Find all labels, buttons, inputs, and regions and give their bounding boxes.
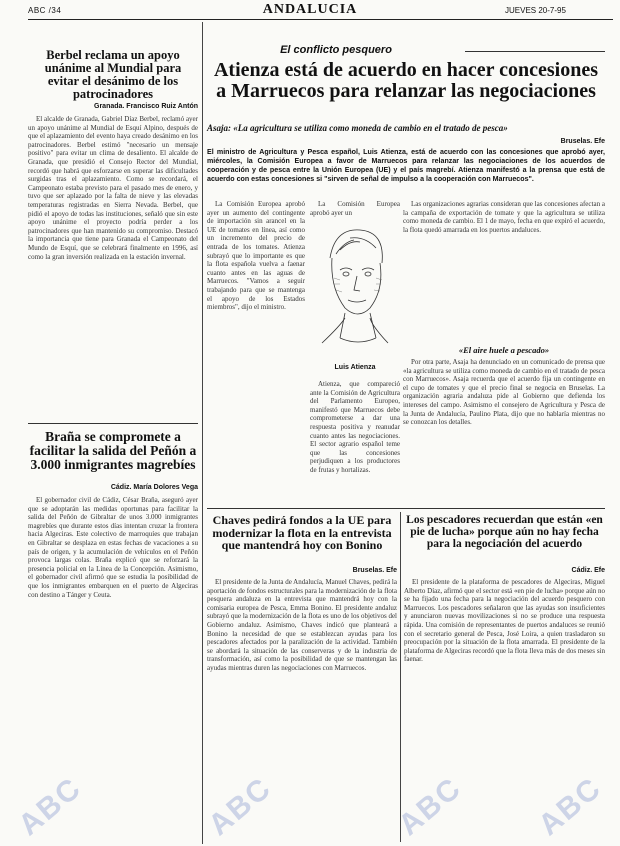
main-body-col1 xyxy=(207,200,305,500)
left-top-body xyxy=(28,115,198,418)
main-subhead: «El aire huele a pescado» xyxy=(458,345,550,355)
main-headline: Atienza está de acuerdo en hacer concesiones a Marruecos para relanzar las negociaciones xyxy=(213,59,598,102)
page-number: ABC /34 xyxy=(28,6,62,15)
main-body-col2a xyxy=(310,200,400,218)
main-body-col2 xyxy=(310,380,400,500)
paragraph: Atienza, que compareció ante la Comisión de Agricultura del Parlamento Europeo, manifestó que Marruecos debe comprometerse a dar una respuesta positiva y reanudar cuanto antes las negociaciones. El sector agrario español teme que las concesiones perjudiquen a los productores de frutas y hortalizas. xyxy=(310,380,400,474)
header-rule xyxy=(28,19,613,20)
left-top-headline: Berbel reclama un apoyo unánime al Mundial para evitar el desánimo de los patrocinadores xyxy=(44,48,182,102)
right-bottom-byline: Cádiz. Efe xyxy=(571,567,605,574)
section-title: ANDALUCIA xyxy=(262,2,358,17)
right-bottom-headline: Los pescadores recuerdan que están «en pie de lucha» porque aún no hay fecha para la negociación del acuerdo xyxy=(406,514,603,551)
main-body-col3 xyxy=(403,200,605,340)
left-bottom-headline: Braña se compromete a facilitar la salida del Peñón a 3.000 inmigrantes magrebíes xyxy=(29,429,197,473)
paragraph: La Comisión Europea aprobó ayer un xyxy=(310,200,400,217)
watermark: ABC xyxy=(12,771,88,843)
paragraph: El gobernador civil de Cádiz, César Braña, aseguró ayer que se adoptarán las medidas oportunas para facilitar la salida del Peñón de Gibraltar de unos 3.000 inmigrantes magrebíes que durante estos días intentan cruzar la frontera hacia Algeciras. Este colectivo de marroquíes que trabajan en Gibraltar se desplaza en estas fechas de vacaciones a su país de origen, y la acumulación de vehículos en el Peñón provoca largas colas. Braña explicó que se reforzará la presencia policial en la Línea de la Concepción. Asimismo, el gobernador civil afirmó que se estudia la posibilidad de que los inmigrantes embarquen en el puerto de Algeciras con destino a Tánger y Ceuta. xyxy=(28,496,198,599)
article-divider xyxy=(207,508,605,509)
paragraph: La Comisión Europea aprobó ayer un aumento del contingente de importación sin arancel en la UE de tomates en línea, así como un incremento del precio de entrada de los tomates. Atienza subrayó que lo importante es que la flota española vuelva a faenar cuanto antes en las aguas de Marruecos. "Vamos a seguir trabajando para que se mantenga el apoyo de los Estados miembros", dijo el ministro. xyxy=(207,200,305,312)
column-divider xyxy=(202,22,203,844)
paragraph: El presidente de la plataforma de pescadores de Algeciras, Miguel Alberto Díaz, afirmó que el sector está «en pie de lucha» porque aún no se ha fijado una fecha para la negociación del acuerdo pesquero con Marruecos. Los pescadores señalaron que las ayudas son insuficientes y anunciaron nuevas movilizaciones si no se produce una respuesta rápida. Una comisión de representantes de puertos andaluces se reunió con el secretario general de Pesca, José Loira, a quien trasladaron su preocupación por la situación de la flota amarrada. El presidente de la plataforma de Algeciras recordó que la flota lleva más de dos meses sin faenar. xyxy=(404,578,605,664)
main-subtitle: Asaja: «La agricultura se utiliza como moneda de cambio en el tratado de pesca» xyxy=(207,123,508,133)
left-bottom-byline: Cádiz. María Dolores Vega xyxy=(110,484,198,491)
portrait-illustration xyxy=(310,218,400,348)
paragraph: El presidente de la Junta de Andalucía, Manuel Chaves, pedirá la aportación de fondos estructurales para la modernización de la flota pesquera andaluza en la entrevista que mantendrá hoy con la comisaria europea de Pesca, Emma Bonino. El presidente andaluz subrayó que la modernización de la flota es uno de los objetivos del Gobierno andaluz. Asimismo, Chaves indicó que planteará a Bonino la necesidad de que se establezcan ayudas para los pescadores afectados por la paralización de la actividad. También se abordará la situación de las conserveras y de la industria de transformación, así como la posibilidad de que se mantengan las ayudas mientras duren las negociaciones con Marruecos. xyxy=(207,578,397,672)
main-byline: Bruselas. Efe xyxy=(560,138,605,145)
column-divider xyxy=(400,512,401,842)
watermark: ABC xyxy=(532,771,608,843)
watermark: ABC xyxy=(392,771,468,843)
center-bottom-headline: Chaves pedirá fondos a la UE para modernizar la flota en la entrevista que mantendrá hoy con Bonino xyxy=(212,513,392,553)
left-top-byline: Granada. Francisco Ruiz Antón xyxy=(94,103,198,110)
paragraph: Las organizaciones agrarias consideran que las concesiones afectan a la campaña de exportación de tomate y que la agricultura se utiliza como moneda de cambio. El 1 de mayo, fecha en que expiró el acuerdo, la flota quedó amarrada en los puertos andaluces. xyxy=(403,200,605,234)
watermark: ABC xyxy=(202,771,278,843)
paragraph: El alcalde de Granada, Gabriel Díaz Berbel, reclamó ayer un apoyo unánime al Mundial de Esquí Alpino, después de que el aplazamiento del evento haya creado desánimo en los patrocinadores. Berbel estimó "necesario un mensaje positivo" para evitar un clima de desaliento. El alcalde de Granada, que presidió el Consejo Rector del Mundial, recordó que habrá que esforzarse en superar las dificultades surgidas tras el aplazamiento. Como se recordará, el Campeonato estaba previsto para el pasado mes de enero, y tuvo que ser aplazado por la falta de nieve y las elevadas temperaturas registradas en Sierra Nevada. Berbel, que pidió el apoyo de todas las instituciones, señaló que sin este apoyo unánime el proyecto podría perder a los patrocinadores que han mantenido su compromiso. Destacó la importancia que tiene para Granada el Campeonato del Mundo de Esquí, que se celebrará finalmente en 1996, así como la gran inversión realizada en la estación invernal. xyxy=(28,115,198,261)
center-bottom-byline: Bruselas. Efe xyxy=(352,567,397,574)
paragraph: Por otra parte, Asaja ha denunciado en un comunicado de prensa que «la agricultura se utiliza como moneda de cambio en el tratado de pesca con Marruecos». Asaja recuerda que el acuerdo fija un contingente en el cupo de tomates y que el precio final se negocia en Bruselas. La organización agraria andaluza pide al Gobierno que defienda los intereses del campo. Asimismo el consejero de Agricultura y Pesca de la Junta de Andalucía, Paulino Plata, dijo que no hablaría mientras no se conozcan los detalles. xyxy=(403,358,605,427)
main-body-col3b xyxy=(403,358,605,503)
section-label: El conflicto pesquero xyxy=(207,44,465,56)
issue-date: JUEVES 20-7-95 xyxy=(505,6,566,15)
main-lead: El ministro de Agricultura y Pesca español, Luis Atienza, está de acuerdo con las concesiones que aprobó ayer, miércoles, la Comisión Europea a favor de Marruecos para relanzar las negociaciones de los acuerdos de cooperación y de pesca entre la Unión Europea (UE) y el país magrebí. Atienza manifestó a la prensa que está de acuerdo con estas concesiones si "sirven de señal de impulso a la cooperación con Marruecos". xyxy=(207,148,605,183)
article-divider xyxy=(28,423,198,424)
photo-caption: Luis Atienza xyxy=(334,364,376,371)
